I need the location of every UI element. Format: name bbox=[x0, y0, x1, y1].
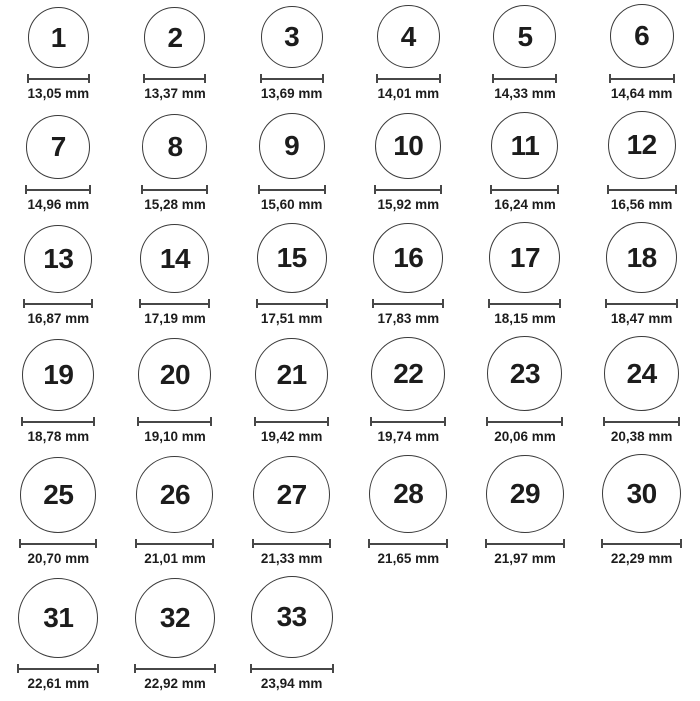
ring-size-cell bbox=[467, 111, 584, 222]
ring-size-cell bbox=[583, 111, 700, 222]
ring-size-cell bbox=[0, 4, 117, 111]
diameter-line bbox=[609, 74, 675, 83]
diameter-label: 13,69 mm bbox=[260, 86, 323, 101]
diameter-label: 20,06 mm bbox=[494, 429, 556, 444]
ring-size-cell bbox=[467, 454, 584, 576]
ring-size-number: 29 bbox=[509, 478, 541, 509]
diameter-label: 20,38 mm bbox=[610, 429, 673, 444]
diameter-line bbox=[143, 74, 206, 83]
ring-size-number: 7 bbox=[50, 131, 66, 162]
ring-size-cell bbox=[233, 576, 350, 701]
diameter-line bbox=[137, 417, 212, 426]
diameter-label: 13,05 mm bbox=[27, 86, 90, 101]
diameter-line bbox=[492, 74, 557, 83]
diameter-label: 13,37 mm bbox=[144, 86, 206, 101]
ring-size-cell bbox=[117, 336, 234, 454]
ring-circle bbox=[608, 111, 676, 179]
diameter-line bbox=[372, 299, 444, 308]
diameter-label: 15,92 mm bbox=[377, 197, 440, 212]
ring-circle bbox=[493, 5, 556, 68]
ring-circle bbox=[253, 456, 330, 533]
ring-circle bbox=[486, 455, 564, 533]
ring-size-number: 10 bbox=[393, 130, 424, 161]
ring-size-cell bbox=[233, 4, 350, 111]
diameter-label: 19,10 mm bbox=[144, 429, 206, 444]
ring-size-number: 9 bbox=[284, 130, 300, 161]
ring-circle bbox=[373, 223, 443, 293]
ring-size-number: 33 bbox=[276, 601, 307, 632]
ring-size-number: 14 bbox=[159, 242, 191, 274]
ring-size-cell bbox=[233, 222, 350, 336]
ring-size-cell bbox=[350, 454, 467, 576]
ring-size-cell bbox=[467, 4, 584, 111]
ring-circle bbox=[144, 7, 205, 68]
diameter-line bbox=[374, 185, 442, 194]
ring-size-number: 32 bbox=[159, 602, 191, 633]
ring-size-cell bbox=[0, 336, 117, 454]
ring-size-number: 17 bbox=[509, 241, 541, 273]
ring-size-number: 8 bbox=[167, 130, 183, 162]
ring-size-number: 5 bbox=[517, 20, 533, 52]
ring-size-number: 21 bbox=[276, 358, 307, 390]
ring-size-number: 15 bbox=[276, 242, 307, 273]
ring-circle bbox=[251, 576, 333, 658]
ring-size-cell bbox=[583, 4, 700, 111]
ring-size-number: 30 bbox=[626, 477, 657, 509]
ring-size-number: 11 bbox=[510, 129, 540, 161]
diameter-label: 17,83 mm bbox=[377, 311, 440, 326]
ring-size-cell bbox=[583, 336, 700, 454]
ring-circle bbox=[489, 222, 560, 293]
diameter-label: 17,51 mm bbox=[260, 311, 323, 326]
ring-circle bbox=[138, 338, 211, 411]
diameter-line bbox=[134, 664, 216, 673]
diameter-label: 14,96 mm bbox=[27, 197, 90, 212]
ring-size-cell bbox=[0, 111, 117, 222]
ring-size-cell bbox=[117, 454, 234, 576]
ring-circle bbox=[140, 224, 209, 293]
ring-size-number: 19 bbox=[43, 359, 74, 390]
diameter-label: 16,56 mm bbox=[610, 197, 673, 212]
diameter-line bbox=[490, 185, 559, 194]
diameter-label: 14,01 mm bbox=[377, 86, 440, 101]
diameter-label: 19,74 mm bbox=[377, 429, 440, 444]
ring-circle bbox=[487, 336, 562, 411]
diameter-line bbox=[252, 539, 331, 548]
ring-size-cell bbox=[117, 576, 234, 701]
diameter-line bbox=[607, 185, 677, 194]
ring-circle bbox=[369, 455, 447, 533]
diameter-line bbox=[603, 417, 680, 426]
diameter-line bbox=[17, 664, 99, 673]
diameter-line bbox=[141, 185, 208, 194]
diameter-line bbox=[258, 185, 326, 194]
ring-circle bbox=[28, 7, 89, 68]
ring-circle bbox=[377, 5, 440, 68]
ring-size-number: 16 bbox=[393, 242, 424, 273]
diameter-label: 14,64 mm bbox=[610, 86, 673, 101]
diameter-line bbox=[254, 417, 329, 426]
ring-size-cell bbox=[233, 454, 350, 576]
diameter-label: 18,15 mm bbox=[494, 311, 556, 326]
diameter-label: 21,01 mm bbox=[144, 551, 206, 566]
ring-circle bbox=[22, 339, 94, 411]
ring-circle bbox=[257, 223, 327, 293]
ring-size-number: 27 bbox=[276, 478, 307, 510]
ring-size-number: 28 bbox=[393, 478, 424, 509]
ring-size-cell bbox=[0, 454, 117, 576]
ring-circle bbox=[604, 336, 679, 411]
ring-circle bbox=[18, 578, 98, 658]
ring-circle bbox=[24, 225, 92, 293]
ring-size-number: 20 bbox=[159, 358, 191, 390]
ring-size-cell bbox=[117, 111, 234, 222]
ring-circle bbox=[255, 338, 328, 411]
diameter-label: 18,47 mm bbox=[610, 311, 673, 326]
ring-circle bbox=[26, 115, 90, 179]
ring-size-cell bbox=[467, 222, 584, 336]
ring-size-number: 1 bbox=[50, 21, 66, 53]
diameter-line bbox=[485, 539, 565, 548]
diameter-label: 22,29 mm bbox=[610, 551, 673, 566]
ring-size-number: 22 bbox=[393, 358, 424, 389]
ring-size-number: 26 bbox=[159, 478, 191, 510]
ring-size-number: 31 bbox=[43, 602, 74, 633]
ring-size-cell bbox=[117, 4, 234, 111]
diameter-line bbox=[368, 539, 448, 548]
diameter-line bbox=[139, 299, 210, 308]
ring-size-cell bbox=[350, 4, 467, 111]
diameter-line bbox=[605, 299, 678, 308]
ring-size-cell bbox=[583, 454, 700, 576]
diameter-label: 14,33 mm bbox=[494, 86, 556, 101]
ring-size-cell bbox=[467, 336, 584, 454]
ring-circle bbox=[375, 113, 441, 179]
ring-circle bbox=[491, 112, 558, 179]
ring-size-cell bbox=[233, 336, 350, 454]
ring-size-cell bbox=[233, 111, 350, 222]
ring-circle bbox=[261, 6, 323, 68]
ring-size-number: 6 bbox=[634, 20, 650, 51]
diameter-line bbox=[376, 74, 441, 83]
ring-size-number: 2 bbox=[167, 21, 183, 53]
diameter-label: 21,97 mm bbox=[494, 551, 556, 566]
ring-circle bbox=[610, 4, 674, 68]
ring-size-number: 24 bbox=[626, 357, 657, 389]
diameter-line bbox=[19, 539, 97, 548]
diameter-label: 16,87 mm bbox=[27, 311, 90, 326]
diameter-label: 15,28 mm bbox=[144, 197, 206, 212]
ring-size-cell bbox=[350, 111, 467, 222]
diameter-label: 22,61 mm bbox=[27, 676, 90, 691]
diameter-line bbox=[27, 74, 90, 83]
diameter-line bbox=[23, 299, 93, 308]
diameter-line bbox=[135, 539, 214, 548]
ring-circle bbox=[142, 114, 207, 179]
diameter-line bbox=[601, 539, 682, 548]
diameter-label: 21,33 mm bbox=[260, 551, 323, 566]
diameter-line bbox=[488, 299, 561, 308]
diameter-label: 21,65 mm bbox=[377, 551, 440, 566]
ring-size-cell bbox=[350, 336, 467, 454]
ring-size-number: 4 bbox=[400, 20, 416, 52]
ring-size-number: 3 bbox=[284, 21, 300, 52]
ring-size-cell bbox=[583, 222, 700, 336]
ring-circle bbox=[20, 457, 96, 533]
ring-circle bbox=[136, 456, 213, 533]
ring-size-number: 25 bbox=[43, 479, 74, 510]
ring-size-number: 18 bbox=[626, 241, 657, 273]
ring-size-number: 23 bbox=[509, 357, 541, 389]
diameter-label: 16,24 mm bbox=[494, 197, 556, 212]
ring-size-number: 12 bbox=[626, 129, 657, 160]
diameter-label: 23,94 mm bbox=[260, 676, 323, 691]
diameter-label: 18,78 mm bbox=[27, 429, 90, 444]
ring-size-number: 13 bbox=[43, 243, 74, 274]
diameter-label: 19,42 mm bbox=[260, 429, 323, 444]
diameter-line bbox=[256, 299, 328, 308]
ring-circle bbox=[135, 578, 215, 658]
ring-circle bbox=[606, 222, 677, 293]
ring-circle bbox=[371, 337, 445, 411]
diameter-line bbox=[486, 417, 563, 426]
ring-size-cell bbox=[350, 222, 467, 336]
diameter-label: 22,92 mm bbox=[144, 676, 206, 691]
ring-circle bbox=[602, 454, 681, 533]
ring-circle bbox=[259, 113, 325, 179]
diameter-line bbox=[21, 417, 95, 426]
diameter-label: 15,60 mm bbox=[260, 197, 323, 212]
diameter-line bbox=[260, 74, 324, 83]
ring-size-cell bbox=[117, 222, 234, 336]
diameter-label: 20,70 mm bbox=[27, 551, 90, 566]
ring-size-cell bbox=[0, 576, 117, 701]
diameter-line bbox=[25, 185, 91, 194]
diameter-line bbox=[250, 664, 334, 673]
diameter-label: 17,19 mm bbox=[144, 311, 206, 326]
ring-size-cell bbox=[0, 222, 117, 336]
diameter-line bbox=[370, 417, 446, 426]
